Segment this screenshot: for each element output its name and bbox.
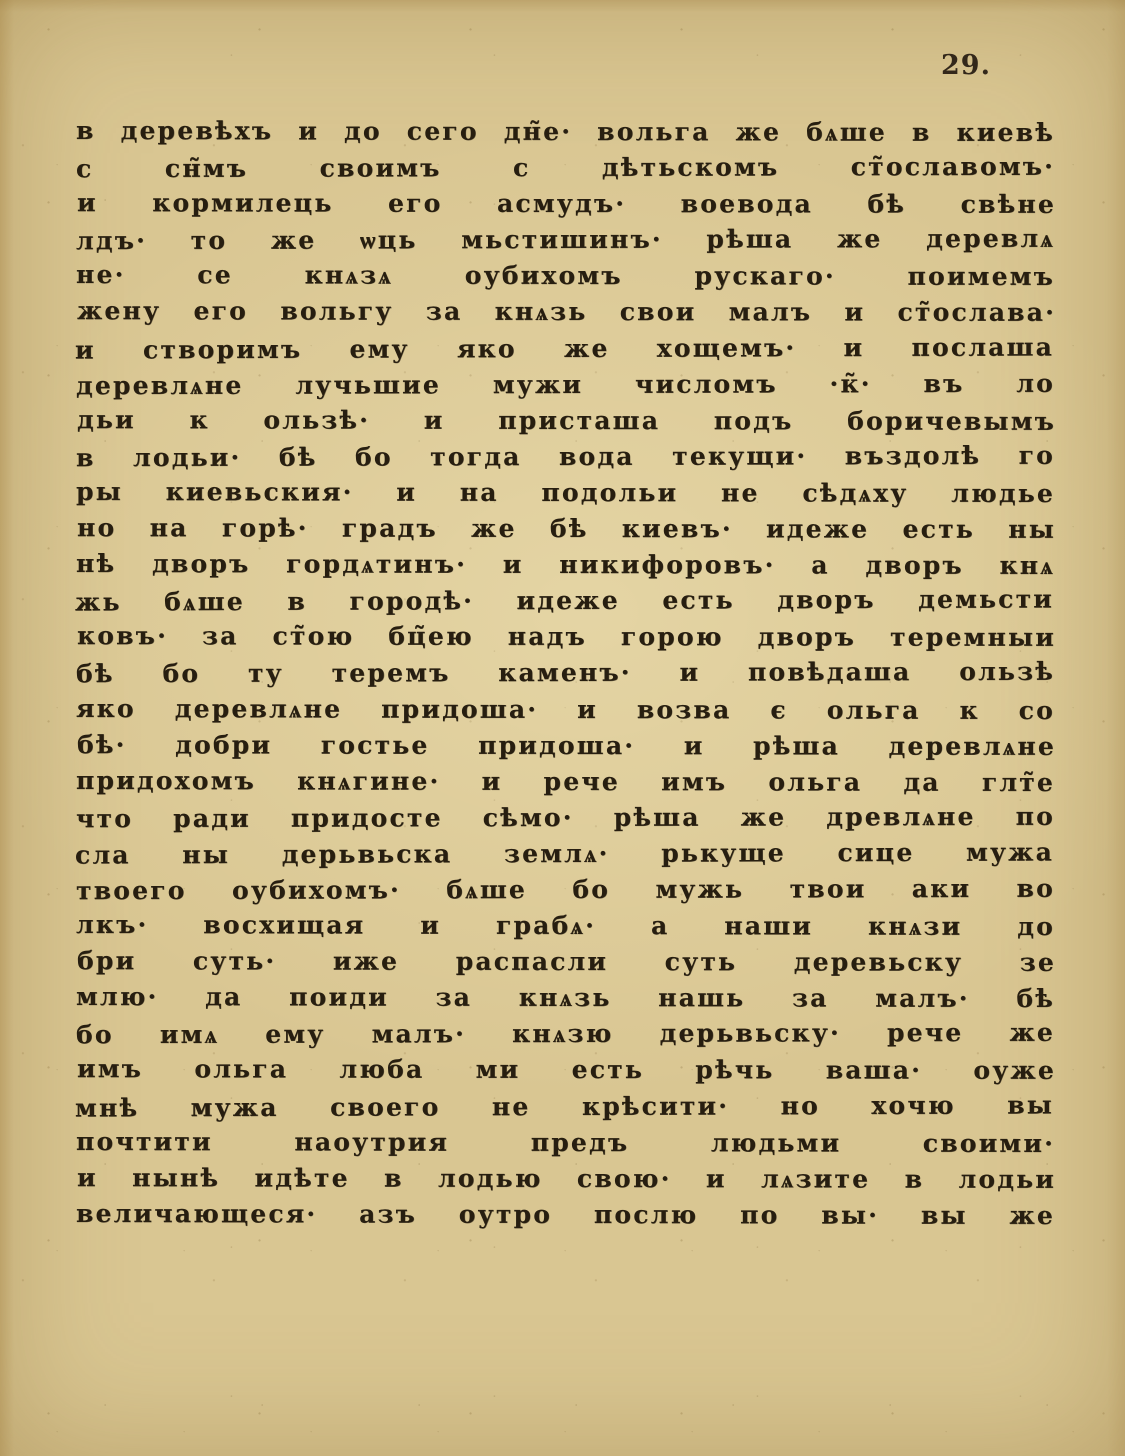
manuscript-line: мнѣ мужа своего не крѣсити· но хочю вы [74,1089,1055,1123]
manuscript-line: яко деревлѧне придоша· и возва є ольга к со [75,693,1056,725]
manuscript-line: бѣ бо ту теремъ каменъ· и повѣдаша ользѣ [75,657,1056,689]
page-number: 29. [941,50,991,81]
manuscript-line: млю· да поиди за кнѧзь нашь за малъ· бѣ [75,982,1056,1014]
manuscript-line: ры киевьския· и на подольи не сѣдѧху людье [75,476,1056,508]
manuscript-line: деревлѧне лучьшие мужи числомъ ·к̃· въ ло [75,368,1056,400]
manuscript-line: не· се кнѧзѧ оубихомъ рускаго· поимемъ [75,260,1056,292]
manuscript-line: почтити наоутрия предъ людьми своими· [75,1126,1056,1158]
manuscript-line: величающеся· азъ оутро послю по вы· вы же [75,1198,1056,1230]
manuscript-line: с сн̃мъ своимъ с дѣтьскомъ ст̃ославомъ· [75,151,1056,184]
manuscript-line: и кормилець его асмудъ· воевода бѣ свѣне [76,188,1057,220]
manuscript-line: бо имѧ ему малъ· кнѧзю дерьвьску· рече же [75,1018,1056,1050]
manuscript-line: дьи к ользѣ· и присташа подъ боричевымъ [76,404,1057,436]
manuscript-line: придохомъ кнѧгине· и рече имъ ольга да глт̃е [75,765,1056,797]
manuscript-line: в деревѣхъ и до сего дн̃е· вольга же бѧше в киевѣ [75,115,1056,148]
manuscript-line: бѣ· добри гостье придоша· и рѣша деревлѧне [76,729,1057,761]
manuscript-line: нѣ дворъ гордѧтинъ· и никифоровъ· а дворъ кнѧ [75,549,1056,581]
manuscript-line: сла ны дерьвьска землѧ· рькуще сице мужа [74,837,1055,870]
manuscript-line: но на горѣ· градъ же бѣ киевъ· идеже есть ны [76,513,1057,544]
manuscript-line: и створимъ ему яко же хощемъ· и послаша [74,332,1055,365]
manuscript-line: жену его вольгу за кнѧзь свои малъ и ст̃ослава· [76,296,1057,328]
manuscript-text-block [76,114,1055,1233]
manuscript-line: жь бѧше в городѣ· идеже есть дворъ демьсти [74,584,1055,617]
manuscript-line: лдъ· то же ѡць мьстишинъ· рѣша же деревлѧ [75,224,1056,256]
manuscript-line: твоего оубихомъ· бѧше бо мужь твои аки во [75,873,1056,906]
manuscript-line: имъ ольга люба ми есть рѣчь ваша· оуже [76,1054,1057,1086]
manuscript-line: ковъ· за ст̃ою бц̃ею надъ горою дворъ теремныи [76,621,1057,653]
manuscript-line: в лодьи· бѣ бо тогда вода текущи· въздолѣ го [75,440,1056,473]
manuscript-line: и нынѣ идѣте в лодью свою· и лѧзите в лодьи [76,1162,1057,1194]
manuscript-line: лкъ· восхищая и грабѧ· а наши кнѧзи до [75,910,1056,942]
manuscript-line: бри суть· иже распасли суть деревьску зе [76,946,1057,978]
manuscript-line: что ради придосте сѣмо· рѣша же древлѧне по [75,801,1056,833]
